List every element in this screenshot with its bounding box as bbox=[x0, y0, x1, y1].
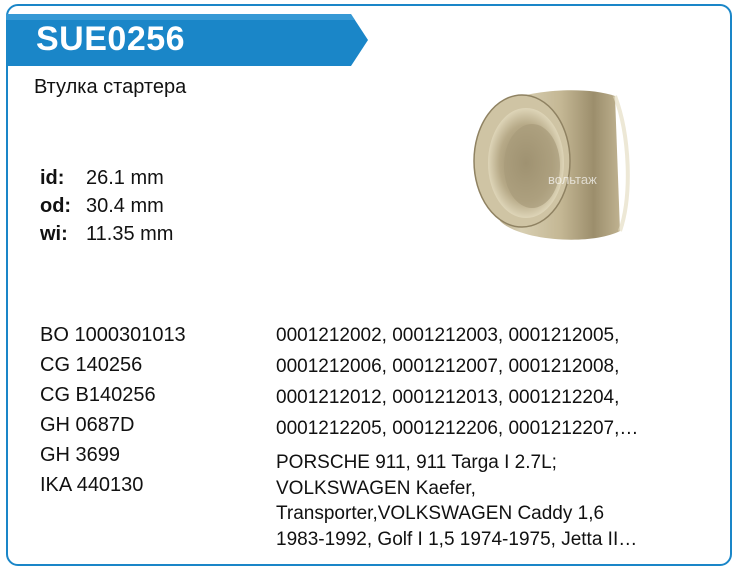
list-item: CG B140256 bbox=[40, 384, 156, 406]
spec-key: wi: bbox=[40, 223, 68, 245]
spec-value: 26.1 mm bbox=[86, 167, 164, 189]
watermark-text: вольтаж bbox=[548, 172, 597, 187]
oem-line: 0001212012, 0001212013, 0001212204, bbox=[276, 387, 620, 408]
spec-value: 11.35 mm bbox=[86, 223, 174, 245]
spec-value: 30.4 mm bbox=[86, 195, 164, 217]
bushing-icon bbox=[440, 56, 670, 266]
product-name: Втулка стартера bbox=[34, 76, 187, 98]
application-line: VOLKSWAGEN Kaefer, bbox=[276, 477, 476, 499]
oem-number-list bbox=[276, 320, 706, 444]
part-number-banner bbox=[6, 14, 368, 66]
spec-key: id: bbox=[40, 167, 65, 189]
oem-line: 0001212002, 0001212003, 0001212005, bbox=[276, 325, 620, 346]
cross-reference-list bbox=[40, 320, 186, 500]
spec-key: od: bbox=[40, 195, 72, 217]
application-line: PORSCHE 911, 911 Targa I 2.7L; bbox=[276, 452, 557, 473]
list-item: BO 1000301013 bbox=[40, 324, 186, 346]
part-number: SUE0256 bbox=[36, 20, 186, 58]
application-line: 1983-1992, Golf I 1,5 1974-1975, Jetta II… bbox=[276, 528, 638, 550]
application-line: Transporter,VOLKSWAGEN Caddy 1,6 bbox=[276, 503, 605, 524]
spec-row-wi bbox=[40, 220, 173, 248]
spec-row-od bbox=[40, 192, 173, 220]
list-item: GH 3699 bbox=[40, 444, 121, 466]
bushing-photo bbox=[440, 56, 670, 266]
oem-line: 0001212006, 0001212007, 0001212008, bbox=[276, 356, 620, 377]
specs-list bbox=[40, 164, 173, 248]
oem-line: 0001212205, 0001212206, 0001212207,… bbox=[276, 418, 639, 439]
list-item: IKA 440130 bbox=[40, 474, 144, 496]
list-item: CG 140256 bbox=[40, 354, 143, 376]
spec-row-id bbox=[40, 164, 173, 192]
list-item: GH 0687D bbox=[40, 414, 135, 436]
vehicle-applications bbox=[276, 450, 716, 552]
